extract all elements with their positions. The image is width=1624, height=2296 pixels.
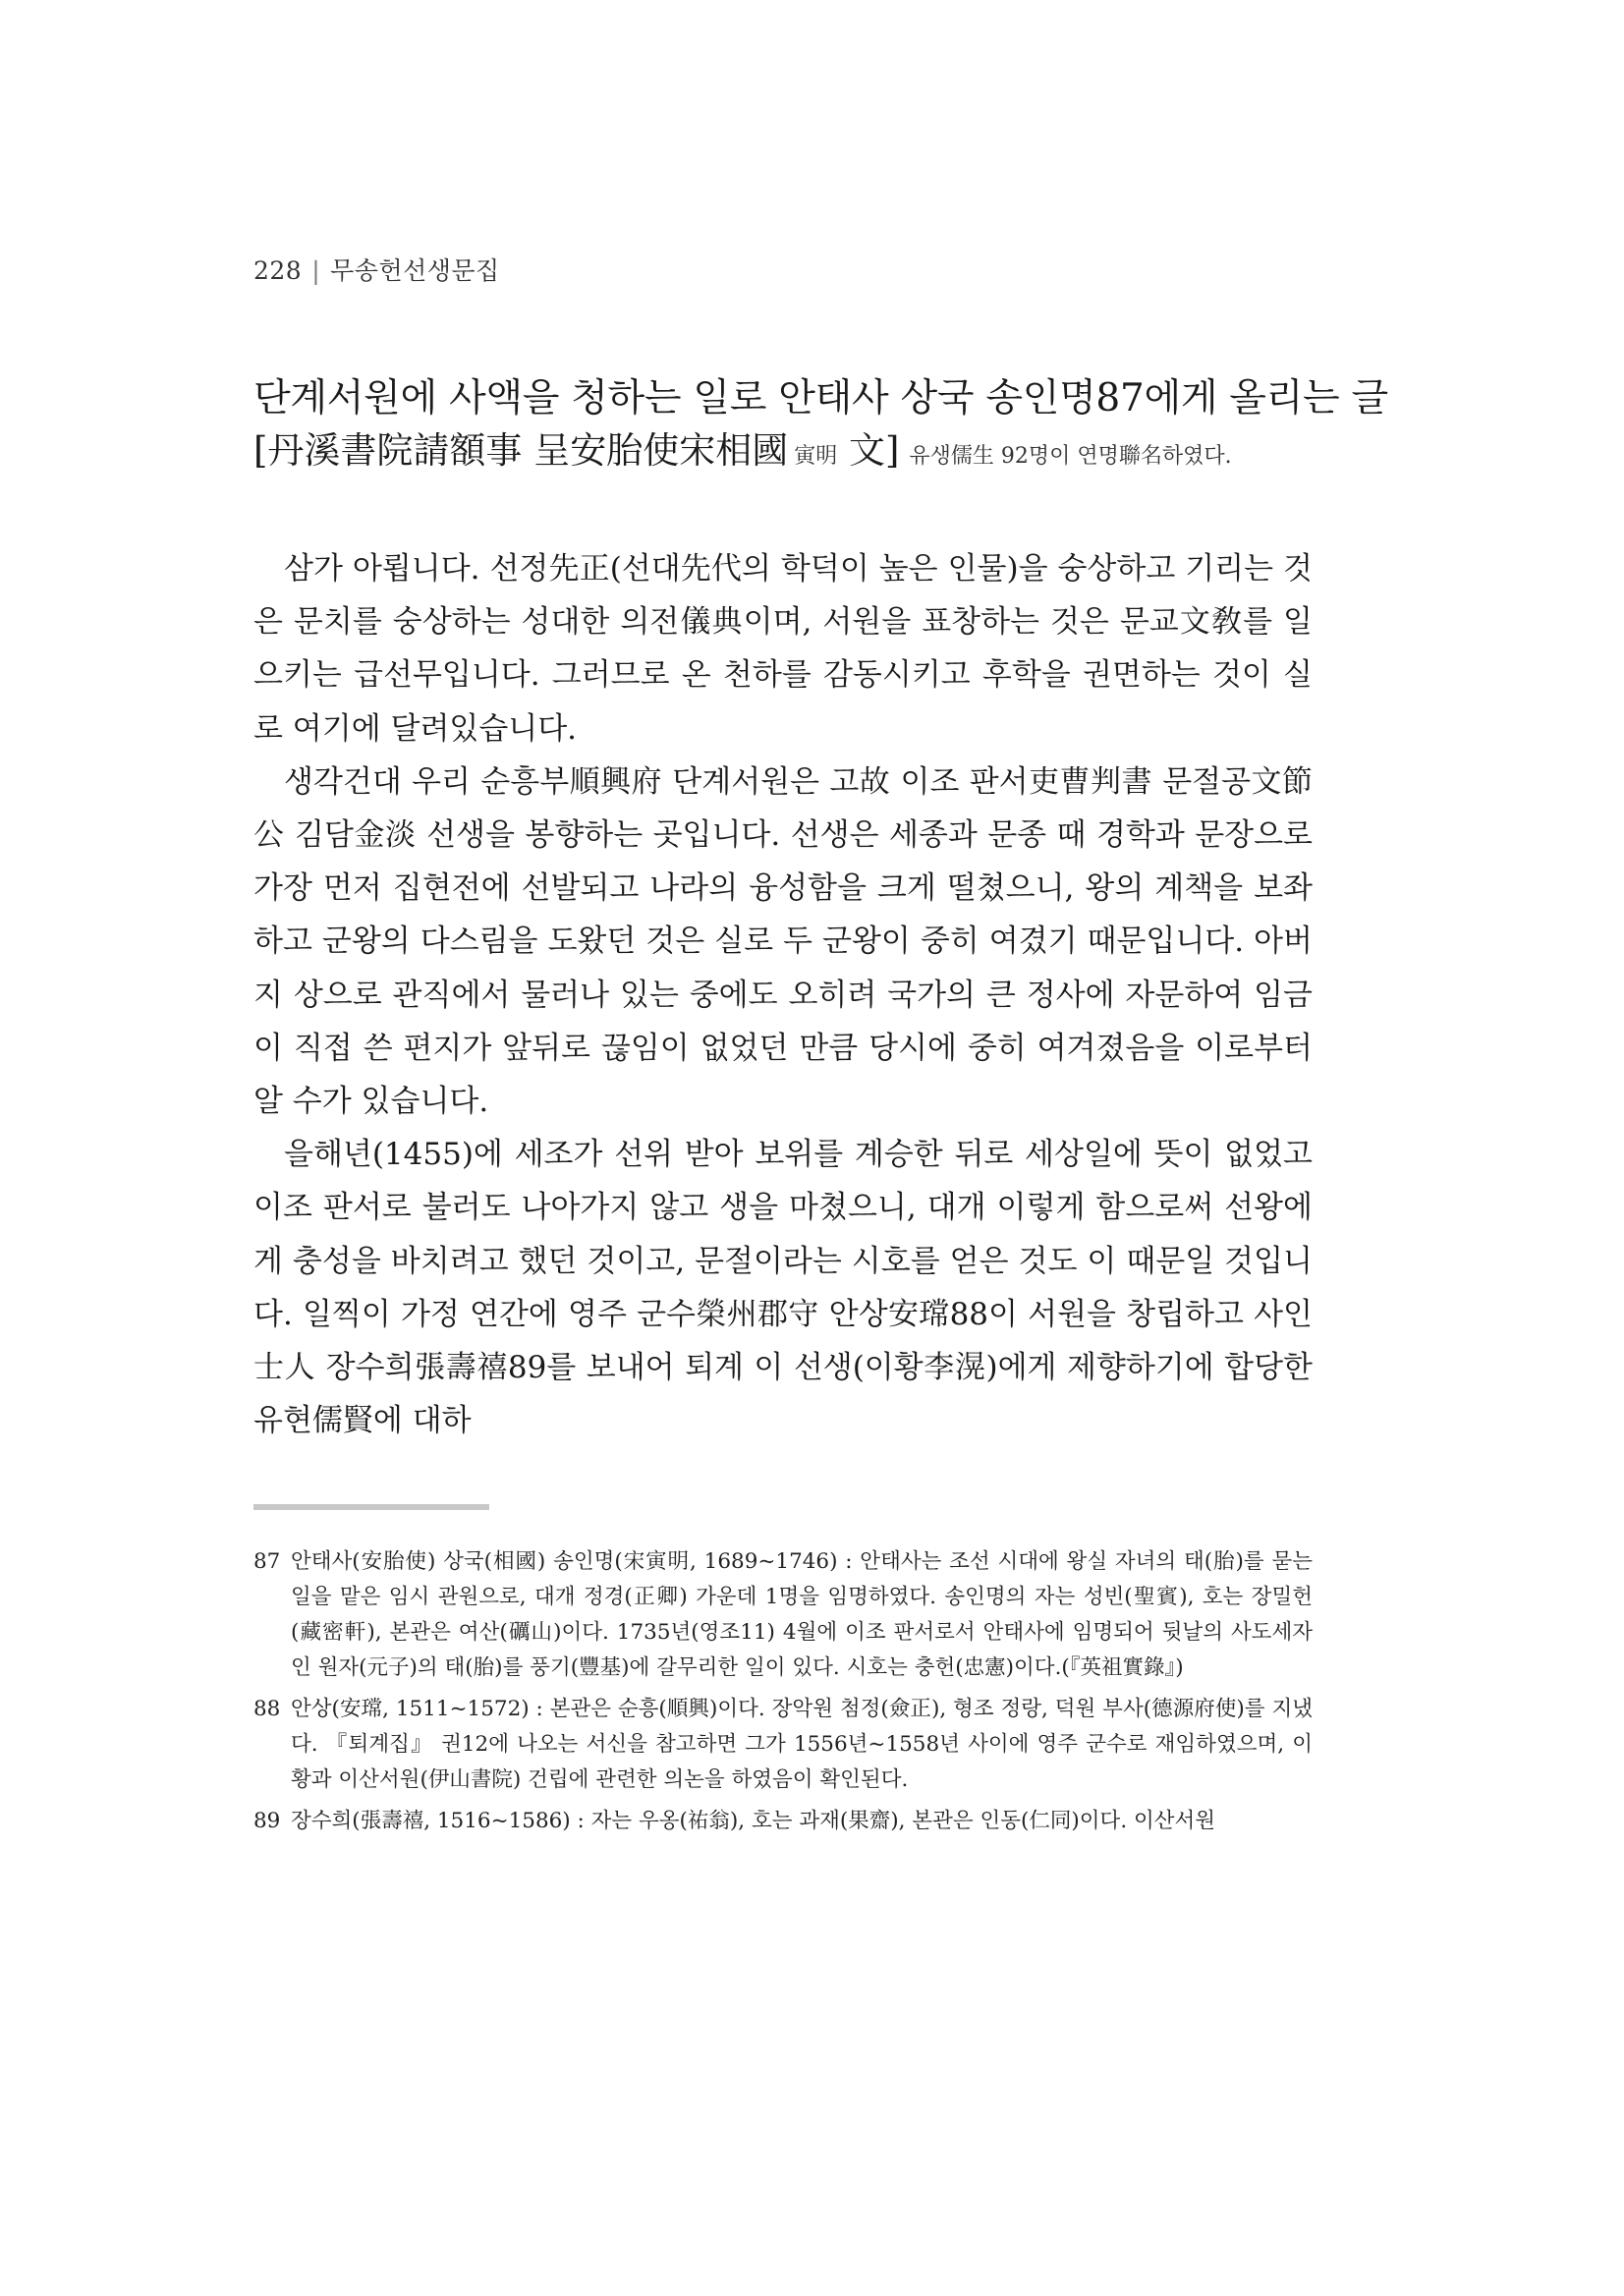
paragraph: 삼가 아룁니다. 선정先正(선대先代의 학덕이 높은 인물)을 숭상하고 기리는 것은 문치를 숭상하는 성대한 의전儀典이며, 서원을 표창하는 것은 문교文敎를 일으키는 급선무입니다. 그러므로 온 천하를 감동시키고 후학을 권면하는 것이 실로 여기에 달려있습니다.	[253, 551, 1313, 747]
footnote-text: 장수희(張壽禧, 1516~1586) : 자는 우옹(祐翁), 호는 과재(果齋), 본관은 인동(仁同)이다. 이산서원	[291, 1809, 1216, 1833]
page-number: 228	[253, 256, 303, 285]
footnote-number: 89	[253, 1809, 281, 1833]
page-title: 단계서원에 사액을 청하는 일로 안태사 상국 송인명87에게 올리는 글	[253, 376, 1388, 420]
footnote-number: 88	[253, 1697, 281, 1721]
footnote	[253, 1692, 1313, 1798]
footnote-divider	[253, 1504, 489, 1510]
paragraph: 을해년(1455)에 세조가 선위 받아 보위를 계승한 뒤로 세상일에 뜻이 없었고 이조 판서로 불러도 나아가지 않고 생을 마쳤으니, 대개 이렇게 함으로써 선왕에게 충성을 바치려고 했던 것이고, 문절이라는 시호를 얻은 것도 이 때문일 것입니다. 일찍이 가정 연간에 영주 군수榮州郡守 안상安瑺88이 서원을 창립하고 사인士人 장수희張壽禧89를 보내어 퇴계 이 선생(이황李滉)에게 제향하기에 합당한 유현儒賢에 대하	[253, 1137, 1313, 1439]
footnote-text: 안상(安瑺, 1511~1572) : 본관은 순흥(順興)이다. 장악원 첨정(僉正), 형조 정랑, 덕원 부사(德源府使)를 지냈다. 『퇴계집』 권12에 나오는 서신을 참고하면 그가 1556년~1558년 사이에 영주 군수로 재임하였으며, 이황과 이산서원(伊山書院) 건립에 관련한 의논을 하였음이 확인된다.	[291, 1697, 1313, 1792]
subtitle-hanja-small: 寅明	[794, 444, 838, 469]
running-header	[253, 252, 500, 287]
subtitle-note: 유생儒生 92명이 연명聯名하였다.	[909, 444, 1232, 469]
footnote-text: 안태사(安胎使) 상국(相國) 송인명(宋寅明, 1689~1746) : 안태사는 조선 시대에 왕실 자녀의 태(胎)를 묻는 일을 맡은 임시 관원으로, 대개 정경(正卿) 가운데 1명을 임명하였다. 송인명의 자는 성빈(聖賓), 호는 장밀헌(藏密軒), 본관은 여산(礪山)이다. 1735년(영조11) 4월에 이조 판서로서 안태사에 임명되어 뒷날의 사도세자인 원자(元子)의 태(胎)를 풍기(豐基)에 갈무리한 일이 있다. 시호는 충헌(忠憲)이다.(『英祖實錄』)	[291, 1549, 1313, 1680]
footnote	[253, 1544, 1313, 1686]
paragraph: 생각건대 우리 순흥부順興府 단계서원은 고故 이조 판서吏曹判書 문절공文節公 김담金淡 선생을 봉향하는 곳입니다. 선생은 세종과 문종 때 경학과 문장으로 가장 먼저 집현전에 선발되고 나라의 융성함을 크게 떨쳤으니, 왕의 계책을 보좌하고 군왕의 다스림을 도왔던 것은 실로 두 군왕이 중히 여겼기 때문입니다. 아버지 상으로 관직에서 물러나 있는 중에도 오히려 국가의 큰 정사에 자문하여 임금이 직접 쓴 편지가 앞뒤로 끊임이 없었던 만큼 당시에 중히 여겨졌음을 이로부터 알 수가 있습니다.	[253, 763, 1313, 1120]
book-title: 무송헌선생문집	[330, 256, 500, 285]
title-block	[253, 373, 1388, 479]
footnote	[253, 1804, 1313, 1839]
subtitle-hanja-close: 文]	[848, 429, 900, 472]
footnote-number: 87	[253, 1549, 281, 1574]
footnotes	[253, 1544, 1313, 1845]
body-text	[253, 542, 1313, 1447]
page-subtitle	[253, 428, 1315, 479]
subtitle-hanja-open: [丹溪書院請額事 呈安胎使宋相國	[253, 429, 789, 472]
header-separator: |	[311, 256, 321, 285]
